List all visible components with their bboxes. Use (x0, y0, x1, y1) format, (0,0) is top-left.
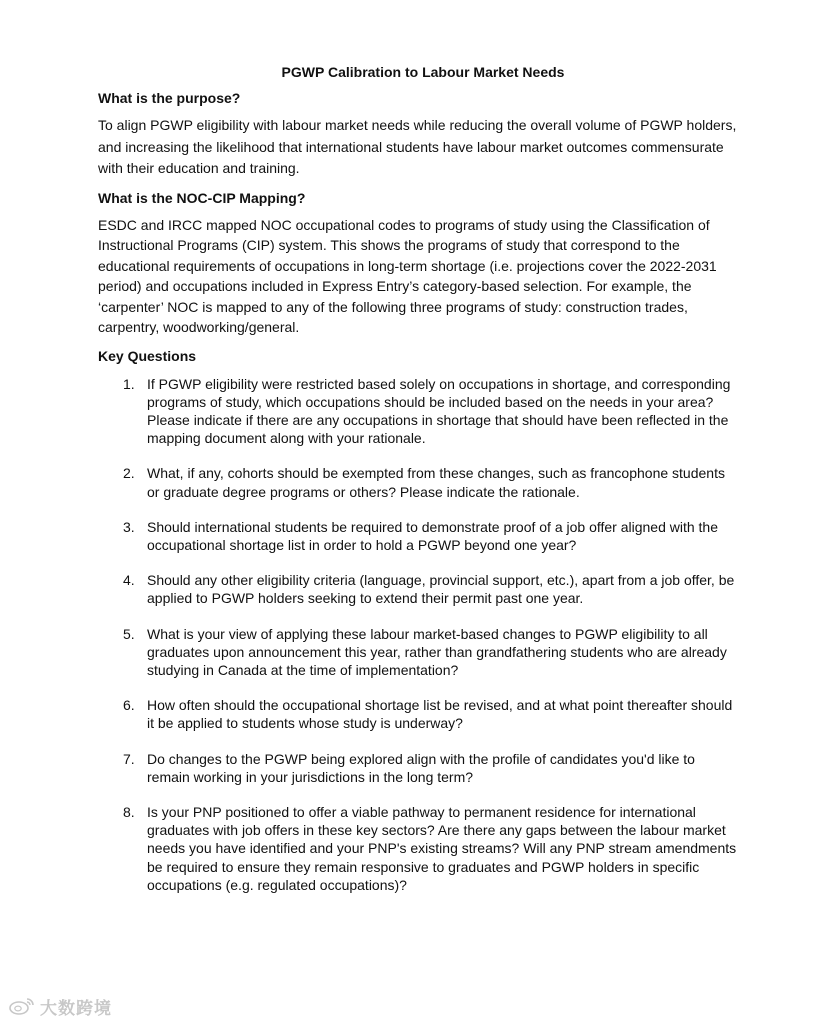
question-item (98, 803, 740, 894)
question-number: 7. (123, 750, 135, 767)
questions-list (98, 375, 740, 894)
question-item (98, 571, 740, 607)
question-text: Should any other eligibility criteria (language, provincial support, etc.), apart from a job offer, be applied to PGWP holders seeking to extend their permit past one year. (147, 572, 735, 607)
question-number: 1. (123, 375, 135, 392)
question-text: What, if any, cohorts should be exempted from these changes, such as francophone students or graduate degree programs or others? Please indicate the rationale. (147, 465, 725, 500)
question-item (98, 696, 740, 732)
mapping-heading: What is the NOC-CIP Mapping? (98, 189, 306, 206)
question-number: 4. (123, 572, 135, 589)
question-item (98, 375, 740, 448)
question-item (98, 518, 740, 554)
purpose-paragraph: To align PGWP eligibility with labour market needs while reducing the overall volume of PGWP holders, and increasing the likelihood that international students have labour market outcomes commensurate with their education and training. (98, 117, 737, 176)
question-text: If PGWP eligibility were restricted based solely on occupations in shortage, and corresponding programs of study, which occupations should be included based on the needs in your area? Please indicate if there are any occupations in shortage that should have been reflected in the mapping document along with your rationale. (147, 375, 731, 447)
question-number: 3. (123, 518, 135, 535)
question-number: 2. (123, 465, 135, 482)
question-number: 8. (123, 803, 135, 820)
mapping-paragraph: ESDC and IRCC mapped NOC occupational codes to programs of study using the Classification of Instructional Programs (CIP) system. This shows the programs of study that correspond to the educational requirements of occupations in long-term shortage (i.e. projections cover the 2022-2031 period) and occupations included in Express Entry’s category-based selection. For example, the ‘carpenter’ NOC is mapped to any of the following three programs of study: construction trades, carpentry, woodworking/general. (98, 216, 717, 335)
watermark-text: 大数跨境 (40, 998, 112, 1018)
question-text: What is your view of applying these labour market-based changes to PGWP eligibility to all graduates upon announcement this year, rather than grandfathering students who are already studying in Canada at the time of implementation? (147, 625, 727, 678)
question-text: Is your PNP positioned to offer a viable pathway to permanent residence for international graduates with job offers in these key sectors? Are there any gaps between the labour market needs you have identified and your PNP's existing streams? Will any PNP stream amendments be required to ensure they remain responsive to graduates and PGWP holders in specific occupations (e.g. regulated occupations)? (147, 803, 737, 893)
question-text: Should international students be required to demonstrate proof of a job offer aligned with the occupational shortage list in order to hold a PGWP beyond one year? (147, 518, 719, 553)
question-item (98, 625, 740, 680)
watermark (8, 994, 112, 1018)
question-text: Do changes to the PGWP being explored align with the profile of candidates you'd like to remain working in your jurisdictions in the long term? (147, 750, 695, 785)
questions-heading: Key Questions (98, 347, 197, 364)
question-item (98, 464, 740, 500)
question-number: 6. (123, 697, 135, 714)
document-title: PGWP Calibration to Labour Market Needs (281, 64, 565, 80)
weibo-logo-icon (8, 996, 36, 1016)
purpose-heading: What is the purpose? (98, 90, 241, 106)
document-page (98, 64, 740, 911)
question-text: How often should the occupational shortage list be revised, and at what point thereafter should it be applied to students whose study is underway? (147, 697, 733, 732)
question-number: 5. (123, 625, 135, 642)
question-item (98, 750, 740, 786)
